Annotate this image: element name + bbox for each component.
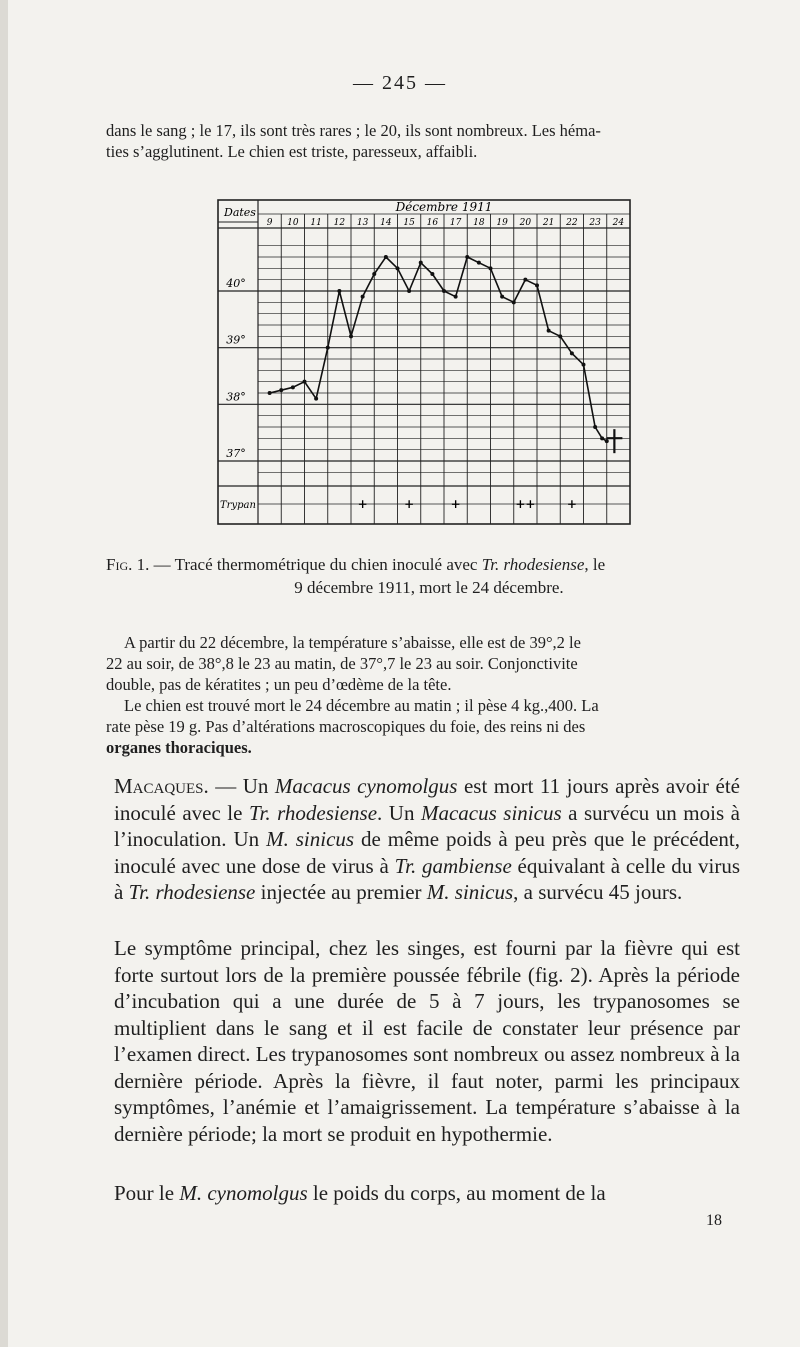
temperature-tick-label: 38° (226, 390, 246, 404)
autopsy-paragraph (106, 632, 752, 758)
temperature-point (535, 283, 539, 287)
species-name: Tr. rhodesiense (248, 800, 378, 825)
temperature-point (547, 329, 551, 333)
temperature-point (442, 289, 446, 293)
figure-caption (106, 553, 752, 599)
day-tick-label: 13 (356, 218, 369, 228)
small-line: A partir du 22 décembre, la température s’abaisse, elle est de 39°,2 le (124, 633, 581, 652)
temperature-point (396, 266, 400, 270)
temperature-point (600, 436, 604, 440)
signature-mark: 18 (706, 1212, 722, 1229)
small-line: double, pas de kératites ; un peu d’œdème de la tête. (106, 675, 452, 694)
body-text: . Un (377, 800, 421, 825)
species-name: Macacus sinicus (420, 800, 562, 825)
temperature-point (465, 255, 469, 259)
species-name: M. sinicus (426, 880, 514, 904)
temperature-line (270, 257, 607, 441)
trypan-mark: + (357, 497, 368, 511)
day-tick-label: 11 (310, 218, 322, 228)
species-name: Tr. rhodesiense (128, 880, 256, 904)
temperature-point (361, 295, 365, 299)
body-text: — Un (208, 774, 275, 798)
temperature-point (558, 334, 562, 338)
temperature-point (326, 346, 330, 350)
body-text: de même poids à peu près que le précédent, inoculé avec une dose de virus à (114, 827, 741, 878)
trypan-mark: + (450, 497, 461, 511)
dates-label: Dates (224, 206, 256, 219)
page-edge (0, 0, 8, 1347)
temperature-tick-label: 37° (226, 447, 246, 460)
section-lead: Macaques. (114, 774, 209, 798)
temperature-point (419, 261, 423, 265)
temperature-point (500, 295, 504, 299)
day-tick-label: 18 (473, 218, 485, 228)
caption-text: , le (584, 555, 606, 574)
temperature-point (605, 439, 609, 443)
small-line: 22 au soir, de 38°,8 le 23 au matin, de 37°,7 le 23 au soir. Conjonctivite (106, 654, 578, 673)
intro-line: dans le sang ; le 17, ils sont très rares ; le 20, ils sont nombreux. Les héma- (106, 121, 601, 140)
day-tick-label: 10 (287, 218, 299, 228)
temperature-point (314, 397, 318, 401)
trypan-mark: + (566, 497, 577, 511)
temperature-point (372, 272, 376, 276)
caption-text: — Tracé thermométrique du chien inoculé avec (149, 555, 482, 574)
day-tick-label: 16 (426, 218, 439, 228)
day-tick-label: 15 (403, 218, 415, 228)
body-text: a survécu un mois à l’inoculation. Un (114, 800, 740, 851)
day-tick-label: 24 (612, 218, 625, 228)
temperature-tick-label: 40° (226, 277, 246, 290)
temperature-point (523, 278, 527, 282)
day-tick-label: 20 (519, 218, 532, 228)
chart-series (268, 255, 623, 453)
temperature-point (279, 388, 283, 392)
temperature-chart (216, 196, 636, 528)
temperature-point (454, 295, 458, 299)
species-name: Tr. gambiense (394, 853, 512, 878)
body-text: Pour le (114, 1181, 180, 1205)
caption-label: Fig. 1. (106, 555, 150, 574)
temperature-point (582, 363, 586, 367)
small-line: rate pèse 19 g. Pas d’altérations macroscopiques du foie, des reins ni des (106, 717, 586, 736)
temperature-point (489, 266, 493, 270)
intro-paragraph (106, 120, 752, 162)
temperature-point (349, 334, 353, 338)
day-tick-label: 21 (542, 218, 555, 228)
temperature-point (570, 351, 574, 355)
intro-line: ties s’agglutinent. Le chien est triste, paresseux, affaibli. (106, 142, 478, 161)
species-name: Macacus cynomolgus (274, 774, 458, 798)
temperature-point (268, 391, 272, 395)
body-text: équivalant à celle du virus à (114, 853, 741, 904)
day-tick-label: 14 (380, 218, 392, 228)
day-tick-label: 12 (333, 218, 346, 228)
temperature-point (430, 272, 434, 276)
temperature-point (384, 255, 388, 259)
temperature-point (477, 261, 481, 265)
species-name: M. sinicus (266, 827, 355, 851)
body-text: le poids du corps, au moment de la (307, 1181, 606, 1205)
temperature-point (303, 380, 307, 384)
chart-grid (218, 200, 630, 524)
day-tick-label: 17 (449, 218, 462, 228)
day-tick-label: 22 (566, 218, 578, 228)
caption-species: Tr. rhodesiense (481, 555, 585, 574)
day-tick-label: 19 (496, 218, 508, 228)
caption-line: 9 décembre 1911, mort le 24 décembre. (294, 578, 564, 597)
temperature-point (593, 425, 597, 429)
temperature-tick-label: 39° (226, 333, 246, 347)
chart-frame (218, 200, 630, 524)
temperature-point (407, 289, 411, 293)
page-number: — 245 — (353, 72, 447, 94)
day-tick-label: 23 (589, 218, 601, 228)
species-name: M. cynomolgus (179, 1181, 308, 1205)
temperature-point (337, 289, 341, 293)
temperature-point (512, 300, 516, 304)
weight-paragraph (114, 1180, 740, 1207)
day-tick-label: 9 (266, 218, 273, 228)
body-text: injectée au premier (255, 880, 427, 904)
chart-labels (220, 200, 624, 511)
trypan-mark: ++ (515, 497, 536, 511)
body-text: , a survécu 45 jours. (513, 880, 683, 904)
trypan-label: Trypan (220, 500, 256, 511)
macaques-paragraph (114, 773, 740, 906)
symptoms-paragraph: Le symptôme principal, chez les singes, est fourni par la fièvre qui est forte surtout lors de la première poussée fébrile (fig. 2). Après la période d’incubation qui a une durée de 5 à 7 jours, les trypanosomes se multiplient dans le sang et il est facile de constater leur présence par l’examen direct. Les trypanosomes sont nombreux ou assez nombreux à la dernière période. Après la fièvre, il faut noter, parmi les principaux symptômes, l’anémie et l’amaigrissement. La température s’abaisse à la dernière période; la mort se produit en hypothermie. (114, 936, 740, 1146)
body-text: est mort 11 jours après avoir été inoculé avec le (114, 774, 740, 825)
trypan-mark: + (404, 497, 415, 511)
small-line: organes thoraciques. (106, 738, 252, 757)
chart-title: Décembre 1911 (395, 200, 493, 214)
small-line: Le chien est trouvé mort le 24 décembre au matin ; il pèse 4 kg.,400. La (124, 696, 599, 715)
temperature-point (291, 385, 295, 389)
